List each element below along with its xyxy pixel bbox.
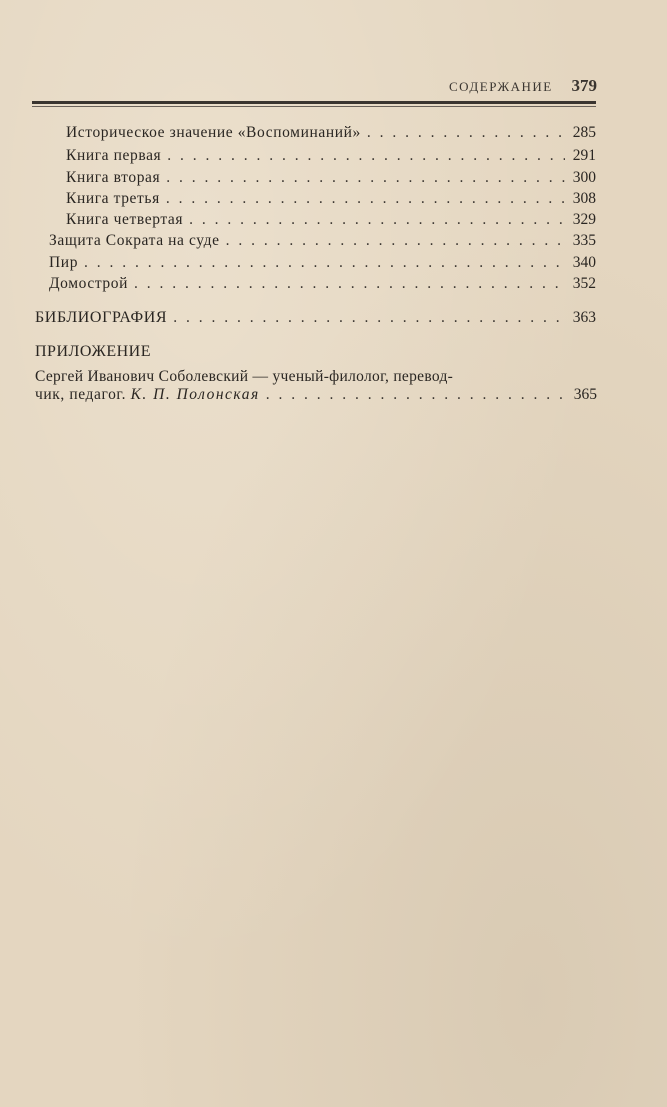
header-rule-thin — [32, 106, 596, 107]
toc-entry-page: 308 — [572, 190, 596, 207]
appendix-entry-author: К. П. Полонская — [130, 386, 260, 403]
toc-entry-page: 335 — [572, 232, 596, 249]
leader-dots — [128, 274, 565, 294]
toc-entry — [66, 168, 596, 188]
toc-entry-page: 300 — [572, 169, 596, 186]
toc-entry-page: 365 — [573, 386, 597, 403]
leader-dots — [220, 231, 565, 251]
page-number: 379 — [571, 76, 597, 95]
toc-entry-label: Защита Сократа на суде — [49, 232, 220, 249]
appendix-heading: ПРИЛОЖЕНИЕ — [35, 343, 152, 360]
leader-dots — [167, 308, 565, 328]
toc-entry — [66, 123, 596, 143]
toc-entry-label: Книга четвертая — [66, 211, 184, 228]
leader-dots — [161, 146, 564, 166]
toc-entry-page: 291 — [572, 147, 596, 164]
toc-entry — [49, 274, 596, 294]
toc-entry-label: Книга третья — [66, 190, 160, 207]
running-head — [449, 76, 597, 96]
leader-dots — [361, 123, 565, 143]
toc-entry — [66, 210, 596, 230]
toc-entry-label: Книга вторая — [66, 169, 161, 186]
appendix-entry-prefix: чик, педагог. — [35, 386, 127, 403]
toc-entry-page: 329 — [572, 211, 596, 228]
toc-entry — [66, 189, 596, 209]
leader-dots — [183, 210, 565, 230]
toc-entry-bibliography — [35, 308, 596, 328]
leader-dots — [260, 385, 566, 405]
leader-dots — [160, 168, 564, 188]
toc-entry — [49, 231, 596, 251]
toc-entry-page: 340 — [572, 254, 596, 271]
toc-entry-label: Книга первая — [66, 147, 162, 164]
appendix-entry-line1: Сергей Иванович Соболевский — ученый-филолог, перевод- — [35, 368, 454, 385]
appendix-entry-line2 — [35, 385, 597, 405]
appendix-entry-text — [35, 385, 260, 405]
toc-entry-page: 363 — [572, 309, 596, 326]
toc-entry-label: Историческое значение «Воспоминаний» — [66, 124, 361, 141]
running-head-title: СОДЕРЖАНИЕ — [449, 79, 553, 94]
toc-entry-page: 352 — [572, 275, 596, 292]
toc-entry-page: 285 — [572, 124, 596, 141]
toc-entry-label: Пир — [49, 254, 79, 271]
leader-dots — [160, 189, 565, 209]
toc-entry — [66, 146, 596, 166]
toc-entry — [49, 253, 596, 273]
leader-dots — [78, 253, 565, 273]
toc-entry-label: БИБЛИОГРАФИЯ — [35, 309, 168, 326]
header-rule-thick — [32, 101, 596, 104]
toc-entry-label: Домострой — [49, 275, 129, 292]
